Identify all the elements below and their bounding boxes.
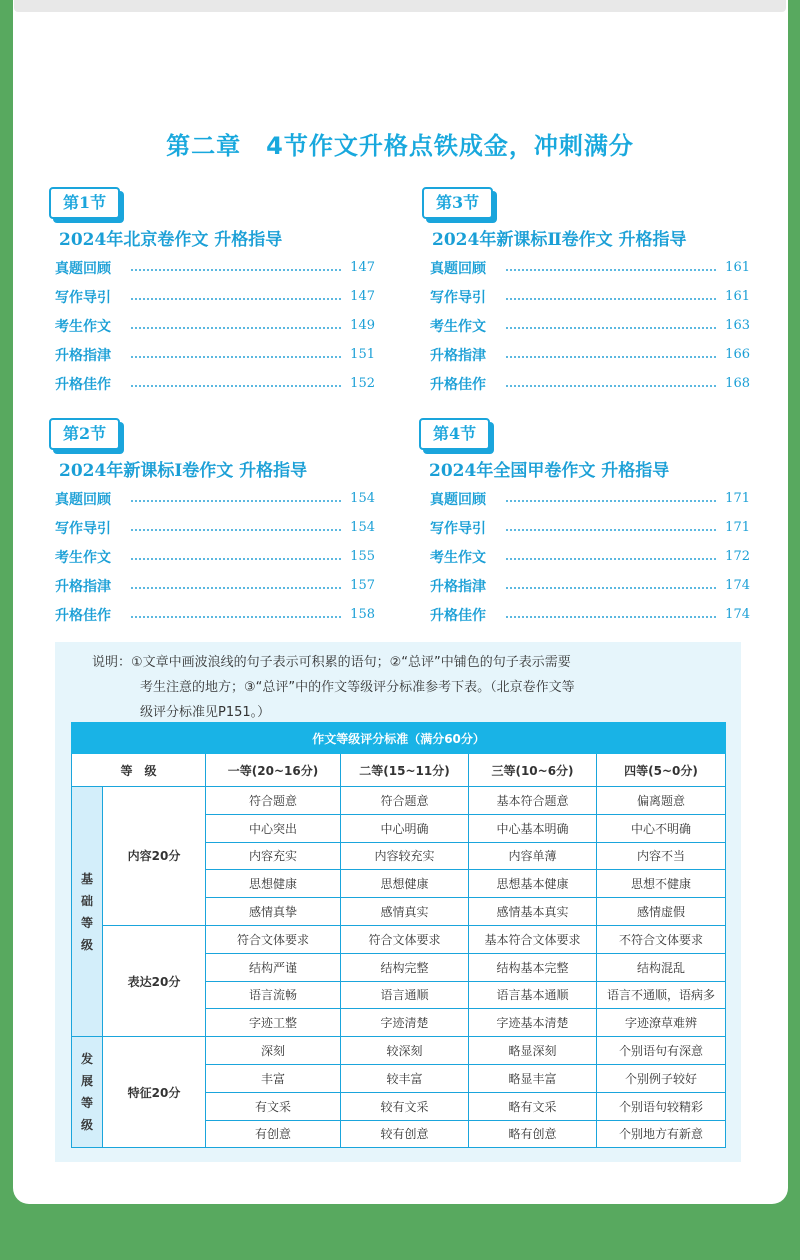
toc-item[interactable] xyxy=(430,369,750,398)
section-title: 2024年全国甲卷作文 升格指导 xyxy=(429,461,670,481)
toc-item[interactable] xyxy=(55,542,375,571)
table-cell: 结构完整 xyxy=(341,953,469,981)
table-cell: 语言不通顺，语病多 xyxy=(597,981,726,1009)
category-cell xyxy=(72,1037,103,1148)
table-cell: 思想健康 xyxy=(341,870,469,898)
toc-item[interactable] xyxy=(55,253,375,282)
table-header-cell: 一等(20~16分) xyxy=(206,754,341,787)
toc-item-label: 升格佳作 xyxy=(55,607,111,624)
table-cell: 结构混乱 xyxy=(597,953,726,981)
section-title: 2024年新课标Ⅱ卷作文 升格指导 xyxy=(432,230,687,250)
toc-item-label: 升格指津 xyxy=(55,347,111,364)
table-cell: 个别地方有新意 xyxy=(597,1120,726,1148)
toc-item[interactable] xyxy=(430,253,750,282)
table-cell: 略有创意 xyxy=(469,1120,597,1148)
toc-list xyxy=(55,484,375,629)
table-header-cell: 二等(15~11分) xyxy=(341,754,469,787)
table-cell: 感情基本真实 xyxy=(469,898,597,926)
category-cell xyxy=(72,787,103,1037)
table-cell: 内容不当 xyxy=(597,842,726,870)
subcategory-cell: 特征20分 xyxy=(103,1037,206,1148)
toc-leader-dots xyxy=(131,587,341,589)
toc-item-label: 升格佳作 xyxy=(55,376,111,393)
grading-table xyxy=(71,722,726,1148)
toc-leader-dots xyxy=(131,327,341,329)
toc-item-label: 考生作文 xyxy=(430,549,486,566)
toc-item-page: 151 xyxy=(350,347,375,362)
table-row xyxy=(72,787,726,815)
table-cell: 感情真实 xyxy=(341,898,469,926)
toc-item-page: 172 xyxy=(725,549,750,564)
note-line: 说明：①文章中画波浪线的句子表示可积累的语句；②“总评”中铺色的句子表示需要 xyxy=(92,655,571,670)
table-cell: 不符合文体要求 xyxy=(597,925,726,953)
toc-item-label: 真题回顾 xyxy=(55,260,111,277)
subcategory-cell: 内容20分 xyxy=(103,787,206,926)
table-cell: 较有文采 xyxy=(341,1092,469,1120)
toc-list xyxy=(430,253,750,398)
toc-leader-dots xyxy=(506,298,716,300)
section-title: 2024年北京卷作文 升格指导 xyxy=(59,230,283,250)
table-cell: 略有文采 xyxy=(469,1092,597,1120)
table-cell: 有文采 xyxy=(206,1092,341,1120)
toc-item[interactable] xyxy=(430,571,750,600)
toc-leader-dots xyxy=(131,356,341,358)
table-cell: 略显丰富 xyxy=(469,1064,597,1092)
toc-leader-dots xyxy=(506,356,716,358)
toc-leader-dots xyxy=(506,587,716,589)
table-cell: 语言通顺 xyxy=(341,981,469,1009)
toc-item[interactable] xyxy=(430,513,750,542)
toc-item-page: 157 xyxy=(350,578,375,593)
table-cell: 偏离题意 xyxy=(597,787,726,815)
toc-leader-dots xyxy=(506,529,716,531)
toc-leader-dots xyxy=(131,616,341,618)
table-cell: 思想健康 xyxy=(206,870,341,898)
section-badge: 第2节 xyxy=(49,418,120,450)
toc-item-page: 154 xyxy=(350,520,375,535)
toc-leader-dots xyxy=(131,385,341,387)
table-cell: 符合文体要求 xyxy=(341,925,469,953)
table-cell: 感情虚假 xyxy=(597,898,726,926)
toc-item-page: 174 xyxy=(725,578,750,593)
table-cell: 中心基本明确 xyxy=(469,814,597,842)
toc-item-page: 171 xyxy=(725,491,750,506)
toc-item-label: 考生作文 xyxy=(55,318,111,335)
toc-item-page: 152 xyxy=(350,376,375,391)
section-badge: 第4节 xyxy=(419,418,490,450)
toc-item-page: 158 xyxy=(350,607,375,622)
toc-item-page: 163 xyxy=(725,318,750,333)
table-cell: 符合文体要求 xyxy=(206,925,341,953)
toc-item-page: 147 xyxy=(350,260,375,275)
table-cell: 个别语句有深意 xyxy=(597,1037,726,1065)
table-cell: 字迹工整 xyxy=(206,1009,341,1037)
table-cell: 个别例子较好 xyxy=(597,1064,726,1092)
toc-leader-dots xyxy=(131,269,341,271)
toc-item[interactable] xyxy=(55,369,375,398)
toc-item-label: 升格指津 xyxy=(55,578,111,595)
table-cell: 感情真挚 xyxy=(206,898,341,926)
table-header-cell: 四等(5~0分) xyxy=(597,754,726,787)
toc-item-page: 168 xyxy=(725,376,750,391)
toc-leader-dots xyxy=(131,558,341,560)
toc-item-label: 写作导引 xyxy=(430,289,486,306)
toc-item-label: 真题回顾 xyxy=(430,260,486,277)
toc-item-label: 真题回顾 xyxy=(55,491,111,508)
table-cell: 字迹基本清楚 xyxy=(469,1009,597,1037)
toc-item-page: 161 xyxy=(725,260,750,275)
table-header-cell: 等 级 xyxy=(72,754,206,787)
toc-item-page: 166 xyxy=(725,347,750,362)
category-label: 发 展 等 级 xyxy=(80,1052,93,1133)
toc-item-label: 升格佳作 xyxy=(430,607,486,624)
section-badge: 第3节 xyxy=(422,187,493,219)
table-cell: 较深刻 xyxy=(341,1037,469,1065)
table-cell: 丰富 xyxy=(206,1064,341,1092)
toc-item[interactable] xyxy=(430,282,750,311)
toc-list xyxy=(430,484,750,629)
toc-leader-dots xyxy=(506,500,716,502)
table-cell: 深刻 xyxy=(206,1037,341,1065)
toc-item[interactable] xyxy=(430,340,750,369)
toc-item[interactable] xyxy=(430,542,750,571)
table-cell: 符合题意 xyxy=(341,787,469,815)
table-cell: 思想不健康 xyxy=(597,870,726,898)
table-cell: 中心不明确 xyxy=(597,814,726,842)
table-cell: 内容单薄 xyxy=(469,842,597,870)
toc-list xyxy=(55,253,375,398)
toc-item-label: 升格指津 xyxy=(430,347,486,364)
table-cell: 中心突出 xyxy=(206,814,341,842)
table-cell: 字迹清楚 xyxy=(341,1009,469,1037)
note-line: 级评分标准见P151。） xyxy=(140,705,271,720)
table-cell: 较丰富 xyxy=(341,1064,469,1092)
toc-leader-dots xyxy=(131,529,341,531)
note-line: 考生注意的地方；③“总评”中的作文等级评分标准参考下表。（北京卷作文等 xyxy=(140,680,575,695)
table-cell: 语言基本通顺 xyxy=(469,981,597,1009)
toc-item-page: 174 xyxy=(725,607,750,622)
table-cell: 基本符合文体要求 xyxy=(469,925,597,953)
section-badge: 第1节 xyxy=(49,187,120,219)
table-cell: 有创意 xyxy=(206,1120,341,1148)
toc-leader-dots xyxy=(506,327,716,329)
notes-box xyxy=(55,642,741,1162)
subcategory-cell: 表达20分 xyxy=(103,925,206,1036)
toc-item-label: 考生作文 xyxy=(430,318,486,335)
toc-item-label: 写作导引 xyxy=(55,289,111,306)
table-cell: 字迹潦草难辨 xyxy=(597,1009,726,1037)
toc-item-page: 149 xyxy=(350,318,375,333)
toc-leader-dots xyxy=(131,298,341,300)
category-label: 基 础 等 级 xyxy=(80,871,93,952)
table-cell: 结构基本完整 xyxy=(469,953,597,981)
toc-item[interactable] xyxy=(430,600,750,629)
toc-item-label: 写作导引 xyxy=(430,520,486,537)
toc-item[interactable] xyxy=(430,311,750,340)
toc-leader-dots xyxy=(506,558,716,560)
toc-item-label: 升格指津 xyxy=(430,578,486,595)
note-text xyxy=(92,650,712,725)
table-header-cell: 三等(10~6分) xyxy=(469,754,597,787)
table-cell: 较有创意 xyxy=(341,1120,469,1148)
toc-item-label: 写作导引 xyxy=(55,520,111,537)
toc-leader-dots xyxy=(506,616,716,618)
table-row xyxy=(72,1037,726,1065)
toc-item[interactable] xyxy=(55,311,375,340)
toc-item[interactable] xyxy=(430,484,750,513)
toc-item[interactable] xyxy=(55,484,375,513)
table-caption: 作文等级评分标准（满分60分） xyxy=(72,723,726,754)
table-cell: 内容较充实 xyxy=(341,842,469,870)
toc-item-page: 154 xyxy=(350,491,375,506)
toc-item-page: 171 xyxy=(725,520,750,535)
table-cell: 语言流畅 xyxy=(206,981,341,1009)
table-cell: 中心明确 xyxy=(341,814,469,842)
chapter-title: 第二章 4节作文升格点铁成金，冲刺满分 xyxy=(166,132,634,160)
top-edge xyxy=(14,0,786,12)
toc-item[interactable] xyxy=(55,340,375,369)
toc-item[interactable] xyxy=(55,571,375,600)
toc-item[interactable] xyxy=(55,282,375,311)
toc-item-label: 真题回顾 xyxy=(430,491,486,508)
table-cell: 个别语句较精彩 xyxy=(597,1092,726,1120)
toc-item-label: 考生作文 xyxy=(55,549,111,566)
table-cell: 基本符合题意 xyxy=(469,787,597,815)
toc-item-page: 155 xyxy=(350,549,375,564)
toc-leader-dots xyxy=(506,385,716,387)
toc-item[interactable] xyxy=(55,600,375,629)
toc-item[interactable] xyxy=(55,513,375,542)
toc-leader-dots xyxy=(131,500,341,502)
toc-item-page: 161 xyxy=(725,289,750,304)
table-cell: 略显深刻 xyxy=(469,1037,597,1065)
section-title: 2024年新课标Ⅰ卷作文 升格指导 xyxy=(59,461,308,481)
table-cell: 结构严谨 xyxy=(206,953,341,981)
table-cell: 符合题意 xyxy=(206,787,341,815)
toc-item-label: 升格佳作 xyxy=(430,376,486,393)
table-cell: 内容充实 xyxy=(206,842,341,870)
table-row xyxy=(72,925,726,953)
table-cell: 思想基本健康 xyxy=(469,870,597,898)
toc-item-page: 147 xyxy=(350,289,375,304)
toc-leader-dots xyxy=(506,269,716,271)
